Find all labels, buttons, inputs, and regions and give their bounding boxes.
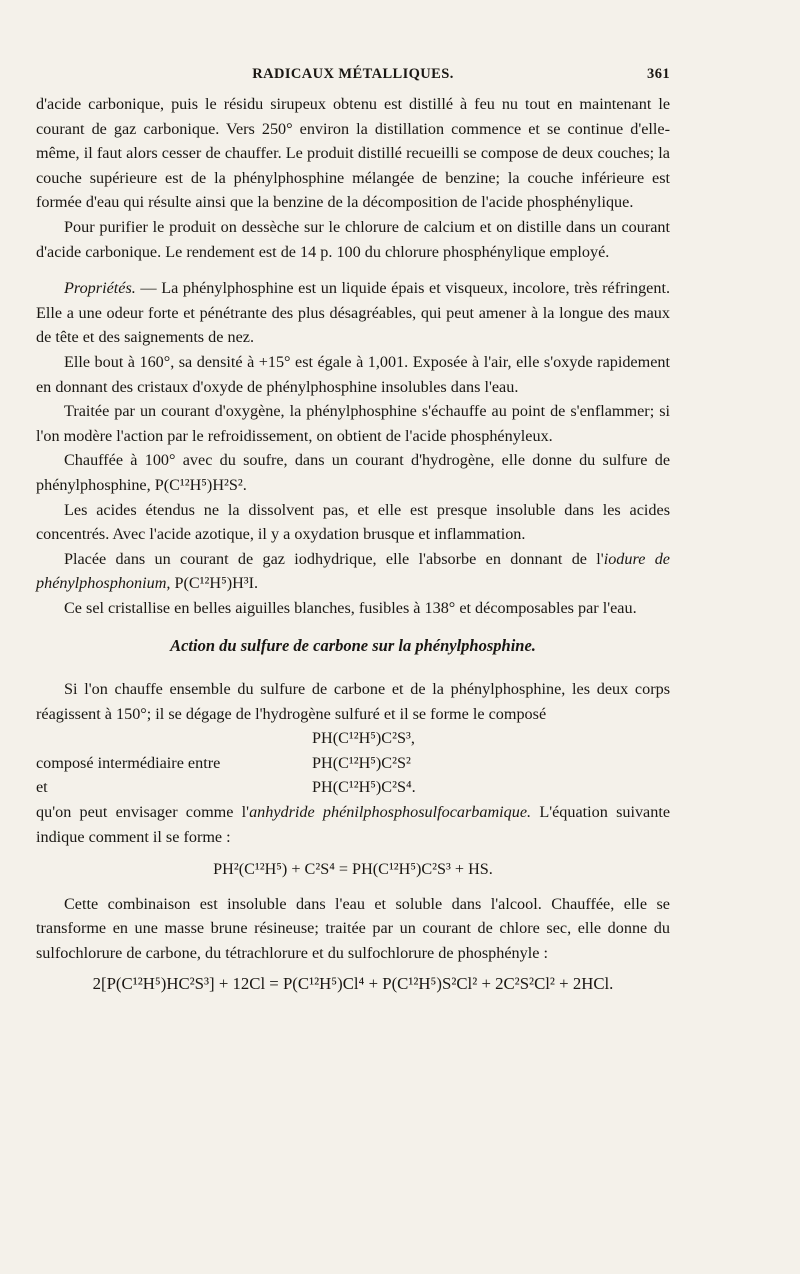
paragraph: Pour purifier le produit on dessèche sur le chlorure de calcium et on distille dans un courant d'acide carbonique. Le rendement est de 14 p. 100 du chlorure phosphénylique employé. [36, 217, 670, 261]
body-text [36, 92, 670, 996]
paragraph: Chauffée à 100° avec du soufre, dans un courant d'hydrogène, elle donne du sulfure de phénylphosphine, P(C¹²H⁵)H²S². [36, 451, 670, 494]
formula-inline: P(C¹²H⁵)H³I. [170, 574, 259, 593]
formula-label: composé intermédiaire entre [36, 753, 221, 772]
paragraph: Traitée par un courant d'oxygène, la phénylphosphine s'échauffe au point de s'enflammer; si l'on modère l'action par le refroidissement, on obtient de l'acide phosphényleux. [36, 402, 670, 445]
equation: 2[P(C¹²H⁵)HC²S³] + 12Cl = P(C¹²H⁵)Cl⁴ + P(C¹²H⁵)S²Cl² + 2C²S²Cl² + 2HCl. [92, 973, 614, 993]
page-number: 361 [647, 66, 670, 82]
paragraph-text: L'équation suivante indique comment il se forme : [36, 803, 671, 846]
paragraph-text: Placée dans un courant de gaz iodhydrique, elle l'absorbe en donnant de l' [64, 549, 604, 568]
formula-row [36, 775, 670, 800]
formula: PH(C¹²H⁵)C²S³, [312, 729, 415, 748]
run-in-heading: Propriétés. [64, 279, 136, 298]
paragraph: d'acide carbonique, puis le résidu sirupeux obtenu est distillé à feu nu tout en maintenant le courant de gaz carbonique. Vers 250° environ la distillation commence et se continue d'elle-même, il faut alors cesser de chauffer. Le produit distillé recueilli se compose de deux couches; la couche supérieure est de la phénylphosphine mélangée de benzine; la couche inférieure est formée d'eau qui résulte ainsi que la benzine de la décomposition de l'acide phosphénylique. [36, 95, 670, 212]
paragraph: Ce sel cristallise en belles aiguilles blanches, fusibles à 138° et décomposables par l'eau. [64, 598, 637, 617]
paragraph [36, 800, 670, 849]
emphasized-term: iodure de phénylphosphonium, [36, 549, 670, 593]
emphasized-term: anhydride phénilphosphosulfocarbamique. [249, 803, 532, 822]
paragraph [36, 547, 670, 596]
formula: PH(C¹²H⁵)C²S² [312, 753, 411, 772]
paragraph: Si l'on chauffe ensemble du sulfure de carbone et de la phénylphosphine, les deux corps réagissent à 150°; il se dégage de l'hydrogène sulfuré et il se forme le composé [36, 680, 670, 723]
paragraph-text: qu'on peut envisager comme l' [36, 803, 250, 822]
paragraph: Elle bout à 160°, sa densité à +15° est égale à 1,001. Exposée à l'air, elle s'oxyde rapidement en donnant des cristaux d'oxyde de phénylphosphine insolubles dans l'eau. [36, 352, 670, 396]
formula: PH(C¹²H⁵)C²S⁴. [312, 778, 416, 797]
equation: PH²(C¹²H⁵) + C²S⁴ = PH(C¹²H⁵)C²S³ + HS. [213, 860, 493, 879]
paragraph-text: — La phénylphosphine est un liquide épais et visqueux, incolore, très réfringent. Elle a une odeur forte et pénétrante des plus désagréables, qui peut amener à la longue des maux de tête et des saignements de nez. [36, 279, 670, 347]
formula-label: et [36, 778, 48, 797]
running-title: RADICAUX MÉTALLIQUES. [252, 66, 454, 82]
section-title: Action du sulfure de carbone sur la phénylphosphine. [170, 636, 536, 656]
paragraph: Les acides étendus ne la dissolvent pas, et elle est presque insoluble dans les acides concentrés. Avec l'acide azotique, il y a oxydation brusque et inflammation. [36, 500, 670, 544]
paragraph [36, 276, 670, 350]
paragraph: Cette combinaison est insoluble dans l'eau et soluble dans l'alcool. Chauffée, elle se transforme en une masse brune résineuse; traitée par un courant de chlore sec, elle donne du sulfochlorure de carbone, du tétrachlorure et du sulfochlorure de phosphényle : [36, 894, 670, 962]
formula-row [36, 751, 670, 776]
